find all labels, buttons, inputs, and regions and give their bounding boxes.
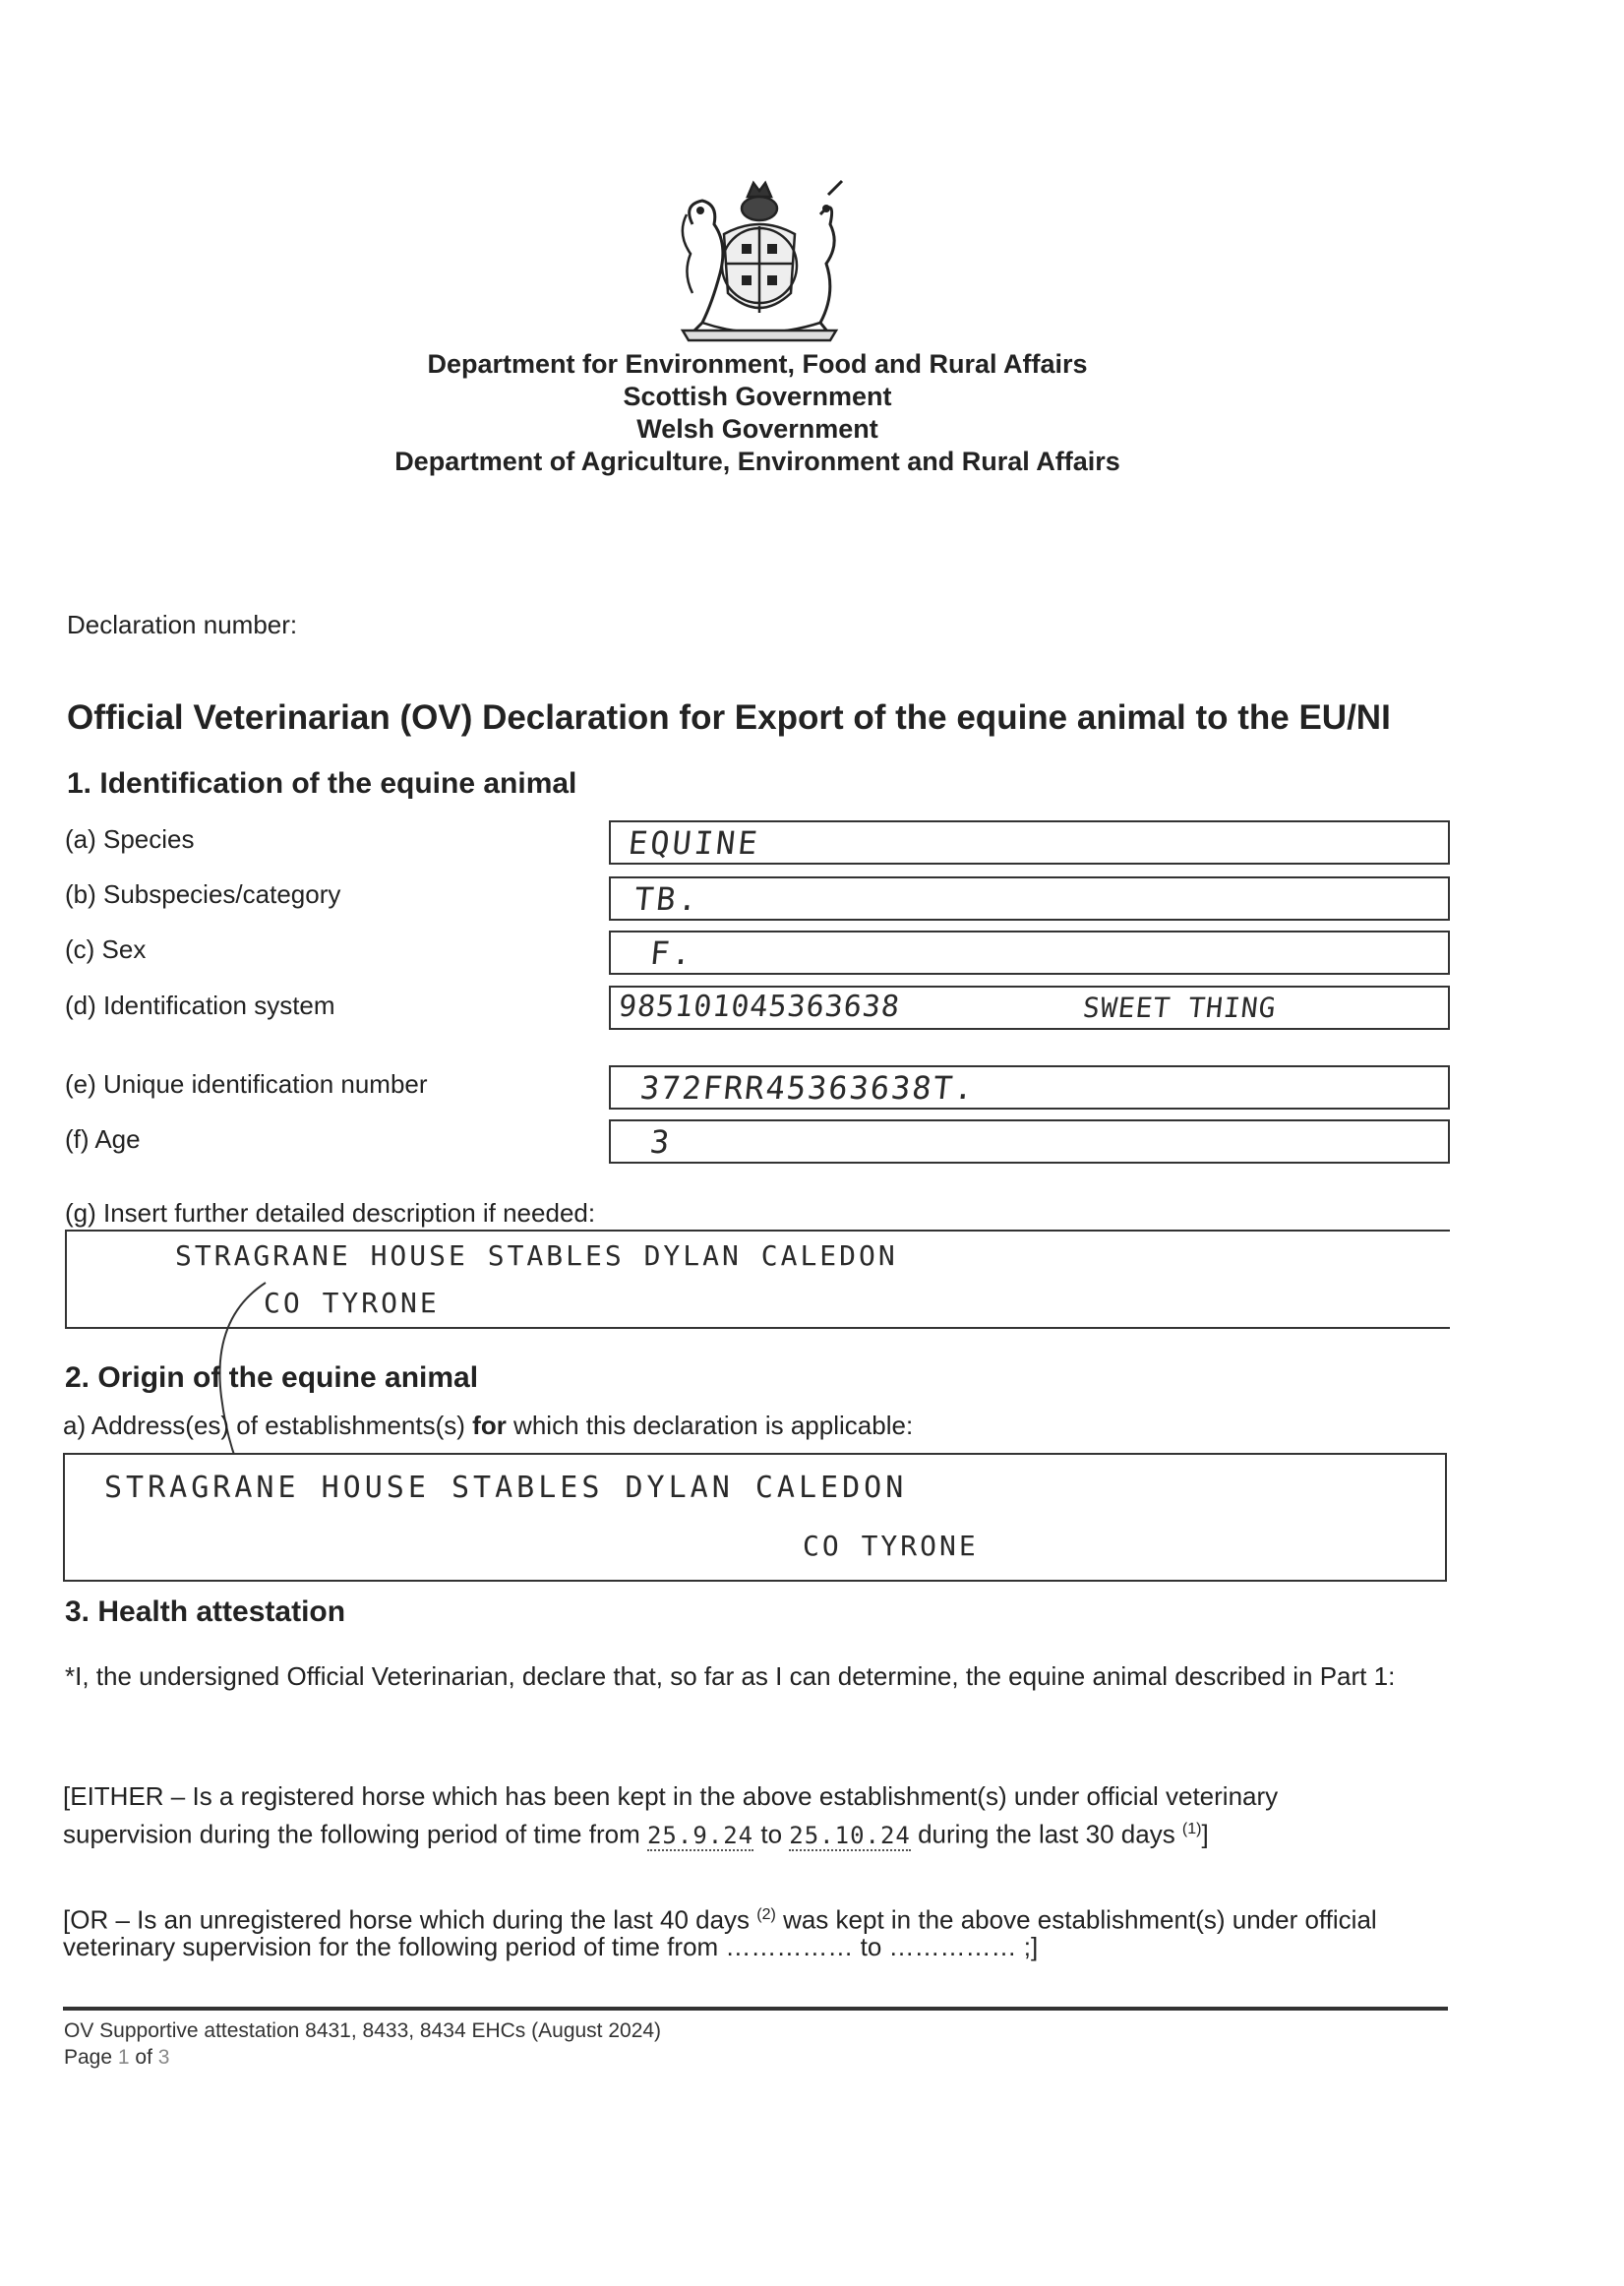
section-3-heading: 3. Health attestation: [65, 1595, 346, 1628]
identification-system-label: (d) Identification system: [65, 991, 335, 1020]
address-line-2: CO TYRONE: [803, 1530, 979, 1562]
sex-field[interactable]: [609, 931, 1450, 975]
species-label: (a) Species: [65, 824, 195, 854]
age-label: (f) Age: [65, 1124, 141, 1154]
identification-system-field[interactable]: [609, 986, 1450, 1030]
footer-reference: OV Supportive attestation 8431, 8433, 8434 EHCs (August 2024): [64, 2019, 662, 2042]
footer-divider: [63, 2007, 1448, 2011]
species-value: EQUINE: [627, 824, 762, 862]
identification-system-value: 985101045363638: [617, 990, 902, 1024]
unique-id-value: 372FRR45363638T.: [638, 1069, 978, 1107]
sex-value: F.: [648, 934, 696, 972]
age-value: 3: [648, 1123, 675, 1161]
subspecies-value: TB.: [632, 880, 702, 918]
species-field[interactable]: [609, 820, 1450, 865]
sex-label: (c) Sex: [65, 934, 147, 964]
department-daera: Department of Agriculture, Environment and Rural Affairs: [394, 447, 1120, 476]
department-welsh-gov: Welsh Government: [636, 414, 878, 444]
address-field[interactable]: [63, 1453, 1447, 1582]
page-title: Official Veterinarian (OV) Declaration for Export of the equine animal to the EU/NI: [67, 698, 1391, 737]
unique-id-label: (e) Unique identification number: [65, 1069, 428, 1099]
declaration-number-label: Declaration number:: [67, 610, 298, 639]
either-from-date: 25.9.24: [646, 1821, 754, 1849]
department-scottish-gov: Scottish Government: [623, 382, 892, 411]
section-2-heading: 2. Origin of the equine animal: [65, 1361, 479, 1394]
description-label: (g) Insert further detailed description if needed:: [65, 1198, 596, 1228]
attestation-intro: *I, the undersigned Official Veterinarian, declare that, so far as I can determine, the equine animal described in Part 1:: [65, 1661, 1396, 1691]
address-label: a) Address(es) of establishments(s) for which this declaration is applicable:: [63, 1411, 914, 1440]
either-line-2: supervision during the following period of time from 25.9.24 to 25.10.24 during the last 30 days $^{(1)}$]: [63, 1819, 1209, 1849]
page-indicator: Page 1 of 3: [64, 2046, 170, 2069]
subspecies-field[interactable]: [609, 876, 1450, 921]
section-1-heading: 1. Identification of the equine animal: [67, 767, 577, 800]
subspecies-label: (b) Subspecies/category: [65, 879, 341, 909]
either-to-date: 25.10.24: [789, 1821, 911, 1849]
horse-name-value: SWEET THING: [1081, 992, 1279, 1024]
age-field[interactable]: [609, 1119, 1450, 1164]
description-line-2: CO TYRONE: [264, 1287, 440, 1319]
description-line-1: STRAGRANE HOUSE STABLES DYLAN CALEDON: [175, 1239, 898, 1272]
either-line-1: [EITHER – Is a registered horse which has been kept in the above establishment(s) under official veterinary: [63, 1781, 1279, 1811]
unique-id-field[interactable]: [609, 1065, 1450, 1110]
or-line-1: [OR – Is an unregistered horse which during the last 40 days $^{(2)}$ was kept in the above establishment(s) under official: [63, 1904, 1377, 1935]
royal-coat-of-arms: [663, 175, 856, 342]
or-line-2: veterinary supervision for the following period of time from …………… to …………… ;]: [63, 1932, 1039, 1961]
address-line-1: STRAGRANE HOUSE STABLES DYLAN CALEDON: [104, 1471, 908, 1505]
department-defra: Department for Environment, Food and Rural Affairs: [427, 349, 1088, 379]
